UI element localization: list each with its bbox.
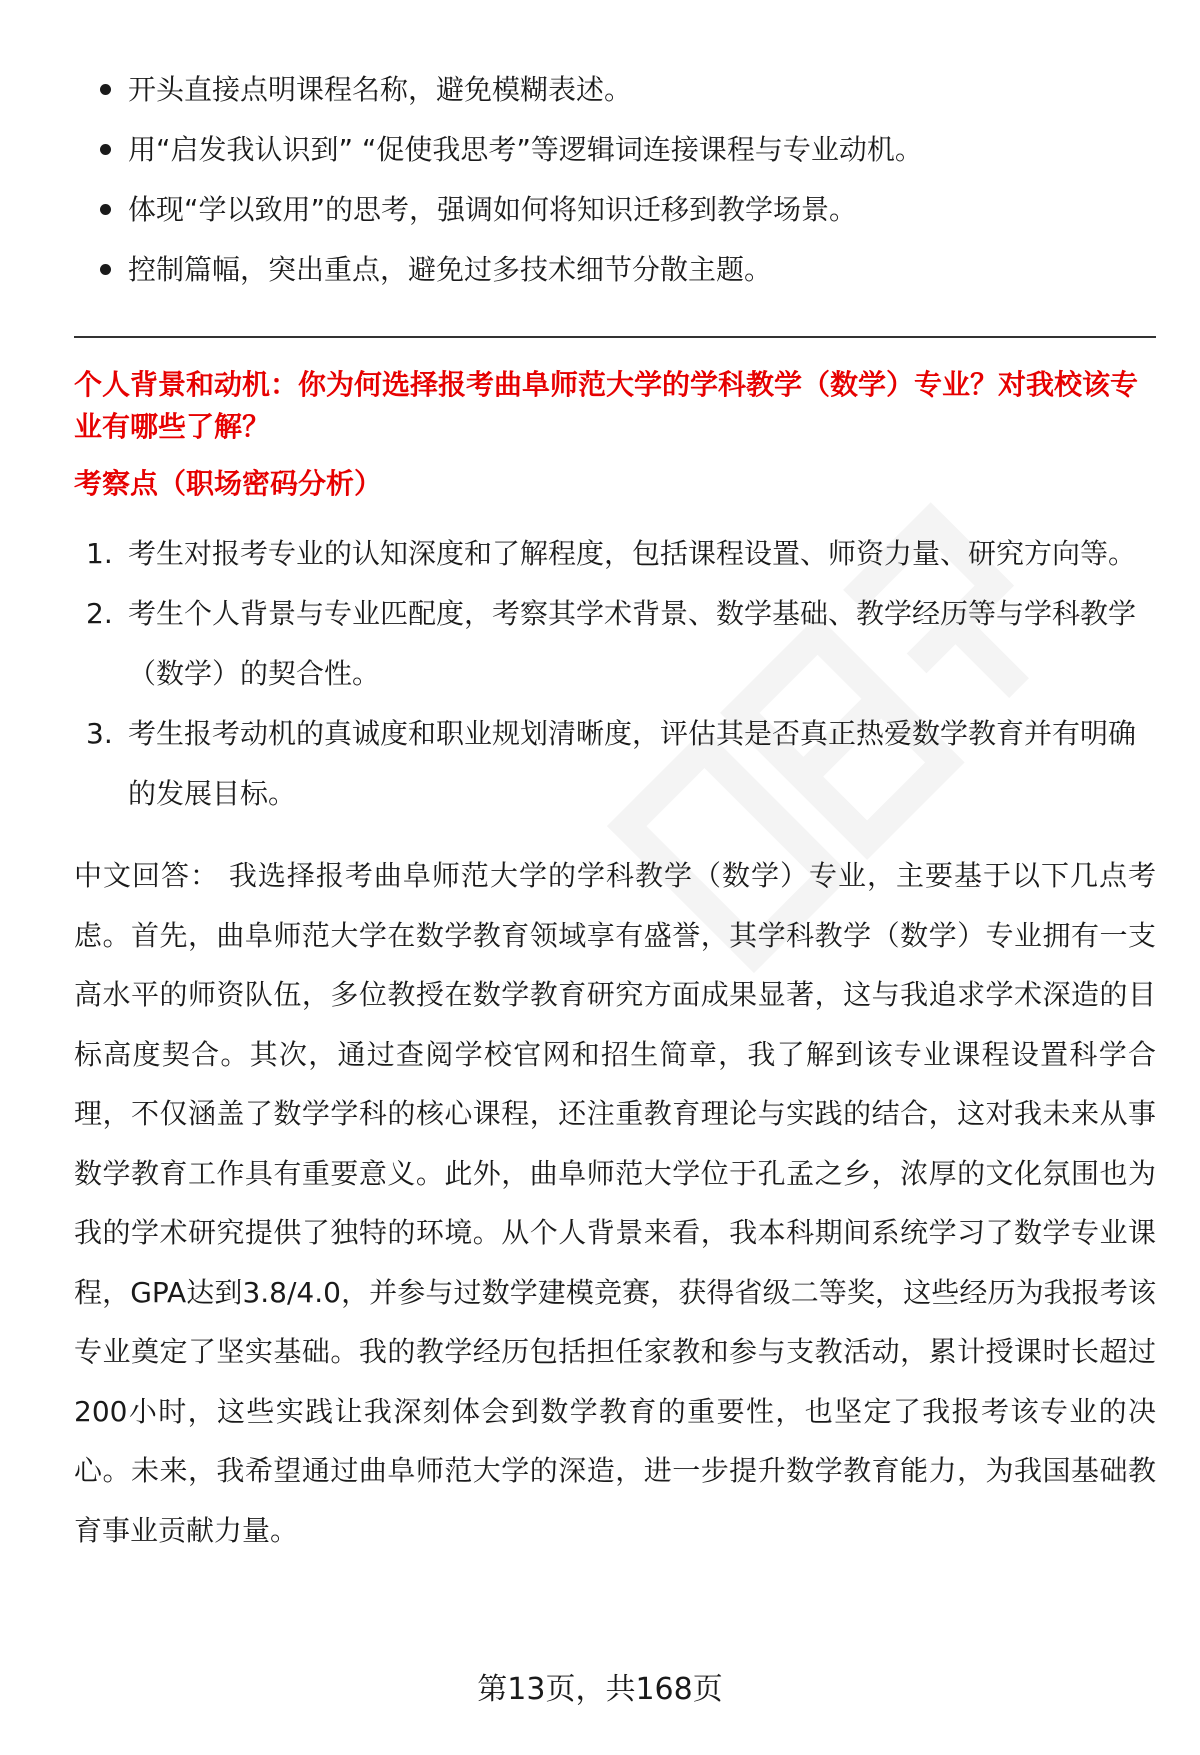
list-item xyxy=(74,704,1156,824)
list-item-text: 考生报考动机的真诚度和职业规划清晰度，评估其是否真正热爱数学教育并有明确的发展目标。 xyxy=(128,717,1137,810)
list-item xyxy=(74,584,1156,704)
list-item-text: 考生对报考专业的认知深度和了解程度，包括课程设置、师资力量、研究方向等。 xyxy=(128,537,1137,570)
list-item-text: 体现“学以致用”的思考，强调如何将知识迁移到教学场景。 xyxy=(128,193,858,226)
list-item-text: 考生个人背景与专业匹配度，考察其学术背景、数学基础、教学经历等与学科教学（数学）的契合性。 xyxy=(128,597,1137,690)
list-item-text: 控制篇幅，突出重点，避免过多技术细节分散主题。 xyxy=(128,253,773,286)
bullet-dot-icon xyxy=(100,204,111,215)
list-item-text: 开头直接点明课程名称，避免模糊表述。 xyxy=(128,73,633,106)
list-item xyxy=(74,240,1156,300)
assessment-points-list xyxy=(74,524,1156,824)
bullet-dot-icon xyxy=(100,144,111,155)
answer-paragraph: 中文回答： 我选择报考曲阜师范大学的学科教学（数学）专业，主要基于以下几点考虑。首先，曲阜师范大学在数学教育领域享有盛誉，其学科教学（数学）专业拥有一支高水平的师资队伍，多位教授在数学教育研究方面成果显著，这与我追求学术深造的目标高度契合。其次，通过查阅学校官网和招生简章，我了解到该专业课程设置科学合理，不仅涵盖了数学学科的核心课程，还注重教育理论与实践的结合，这对我未来从事数学教育工作具有重要意义。此外，曲阜师范大学位于孔孟之乡，浓厚的文化氛围也为我的学术研究提供了独特的环境。从个人背景来看，我本科期间系统学习了数学专业课程，GPA达到3.8/4.0，并参与过数学建模竞赛，获得省级二等奖，这些经历为我报考该专业奠定了坚实基础。我的教学经历包括担任家教和参与支教活动，累计授课时长超过200小时，这些实践让我深刻体会到数学教育的重要性，也坚定了我报考该专业的决心。未来，我希望通过曲阜师范大学的深造，进一步提升数学教育能力，为我国基础教育事业贡献力量。 xyxy=(74,859,1156,1547)
list-item xyxy=(74,60,1156,120)
divider xyxy=(74,336,1156,338)
bullet-dot-icon xyxy=(100,264,111,275)
list-item xyxy=(74,524,1156,584)
list-number: 2. xyxy=(86,597,113,630)
list-item xyxy=(74,180,1156,240)
assessment-subheading: 考察点（职场密码分析） xyxy=(74,467,383,500)
tips-list xyxy=(74,60,1156,300)
document-page xyxy=(74,60,1156,1588)
list-item-text: 用“启发我认识到” “促使我思考”等逻辑词连接课程与专业动机。 xyxy=(128,133,923,166)
page-number-footer: 第13页，共168页 xyxy=(477,1672,723,1707)
list-item xyxy=(74,120,1156,180)
list-number: 1. xyxy=(86,537,113,570)
question-heading: 个人背景和动机：你为何选择报考曲阜师范大学的学科教学（数学）专业？对我校该专业有哪些了解？ xyxy=(74,368,1139,443)
list-number: 3. xyxy=(86,717,113,750)
bullet-dot-icon xyxy=(100,84,111,95)
